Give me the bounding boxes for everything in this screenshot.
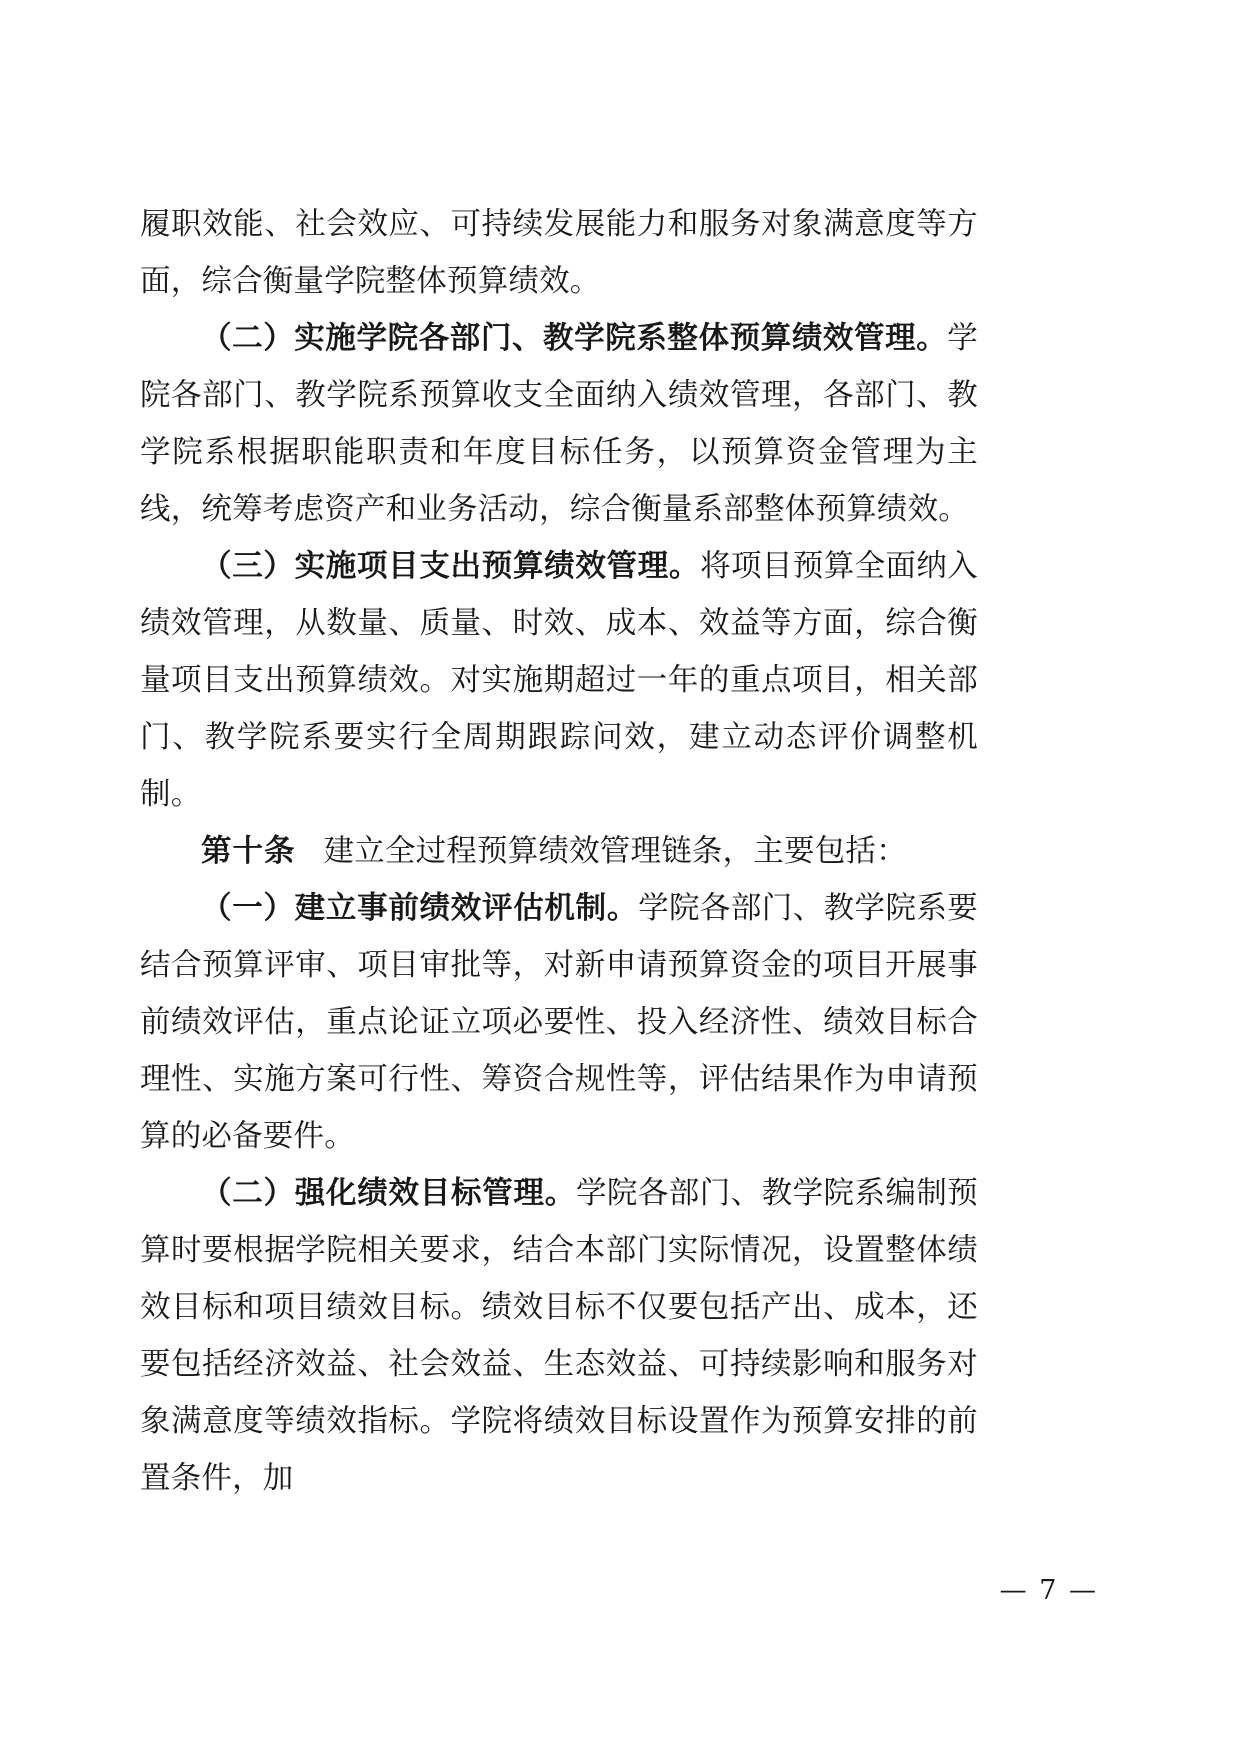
paragraph-lead: （一）建立事前绩效评估机制。: [201, 890, 639, 926]
paragraph-item-3: [140, 538, 978, 823]
paragraph-text: 履职效能、社会效应、可持续发展能力和服务对象满意度等方面，综合衡量学院整体预算绩效。: [140, 207, 978, 299]
paragraph-continuation: [140, 196, 978, 310]
page-number: — 7 —: [999, 1575, 1098, 1606]
paragraph-text: 建立全过程预算绩效管理链条，主要包括：: [323, 834, 907, 869]
paragraph-item-2-b: [140, 1165, 978, 1507]
paragraph-lead: （二）强化绩效目标管理。: [201, 1175, 576, 1211]
paragraph-item-1-b: [140, 880, 978, 1165]
paragraph-text: 将项目预算全面纳入绩效管理，从数量、质量、时效、成本、效益等方面，综合衡量项目支出预算绩效。对实施期超过一年的重点项目，相关部门、教学院系要实行全周期跟踪问效，建立动态评价调整机制。: [140, 549, 978, 812]
document-body: [140, 196, 978, 1507]
paragraph-lead: （三）实施项目支出预算绩效管理。: [201, 548, 701, 584]
paragraph-text: 学院各部门、教学院系预算收支全面纳入绩效管理，各部门、教学院系根据职能职责和年度目标任务，以预算资金管理为主线，统筹考虑资产和业务活动，综合衡量系部整体预算绩效。: [140, 321, 978, 527]
paragraph-article-10: [140, 823, 978, 880]
paragraph-text: 学院各部门、教学院系编制预算时要根据学院相关要求，结合本部门实际情况，设置整体绩效目标和项目绩效目标。绩效目标不仅要包括产出、成本，还要包括经济效益、社会效益、生态效益、可持续影响和服务对象满意度等绩效指标。学院将绩效目标设置作为预算安排的前置条件，加: [140, 1176, 978, 1496]
paragraph-item-2: [140, 310, 978, 538]
paragraph-lead: （二）实施学院各部门、教学院系整体预算绩效管理。: [201, 320, 948, 356]
paragraph-text: 学院各部门、教学院系要结合预算评审、项目审批等，对新申请预算资金的项目开展事前绩效评估，重点论证立项必要性、投入经济性、绩效目标合理性、实施方案可行性、筹资合规性等，评估结果作为申请预算的必备要件。: [140, 891, 979, 1154]
article-label: 第十条: [201, 833, 296, 869]
